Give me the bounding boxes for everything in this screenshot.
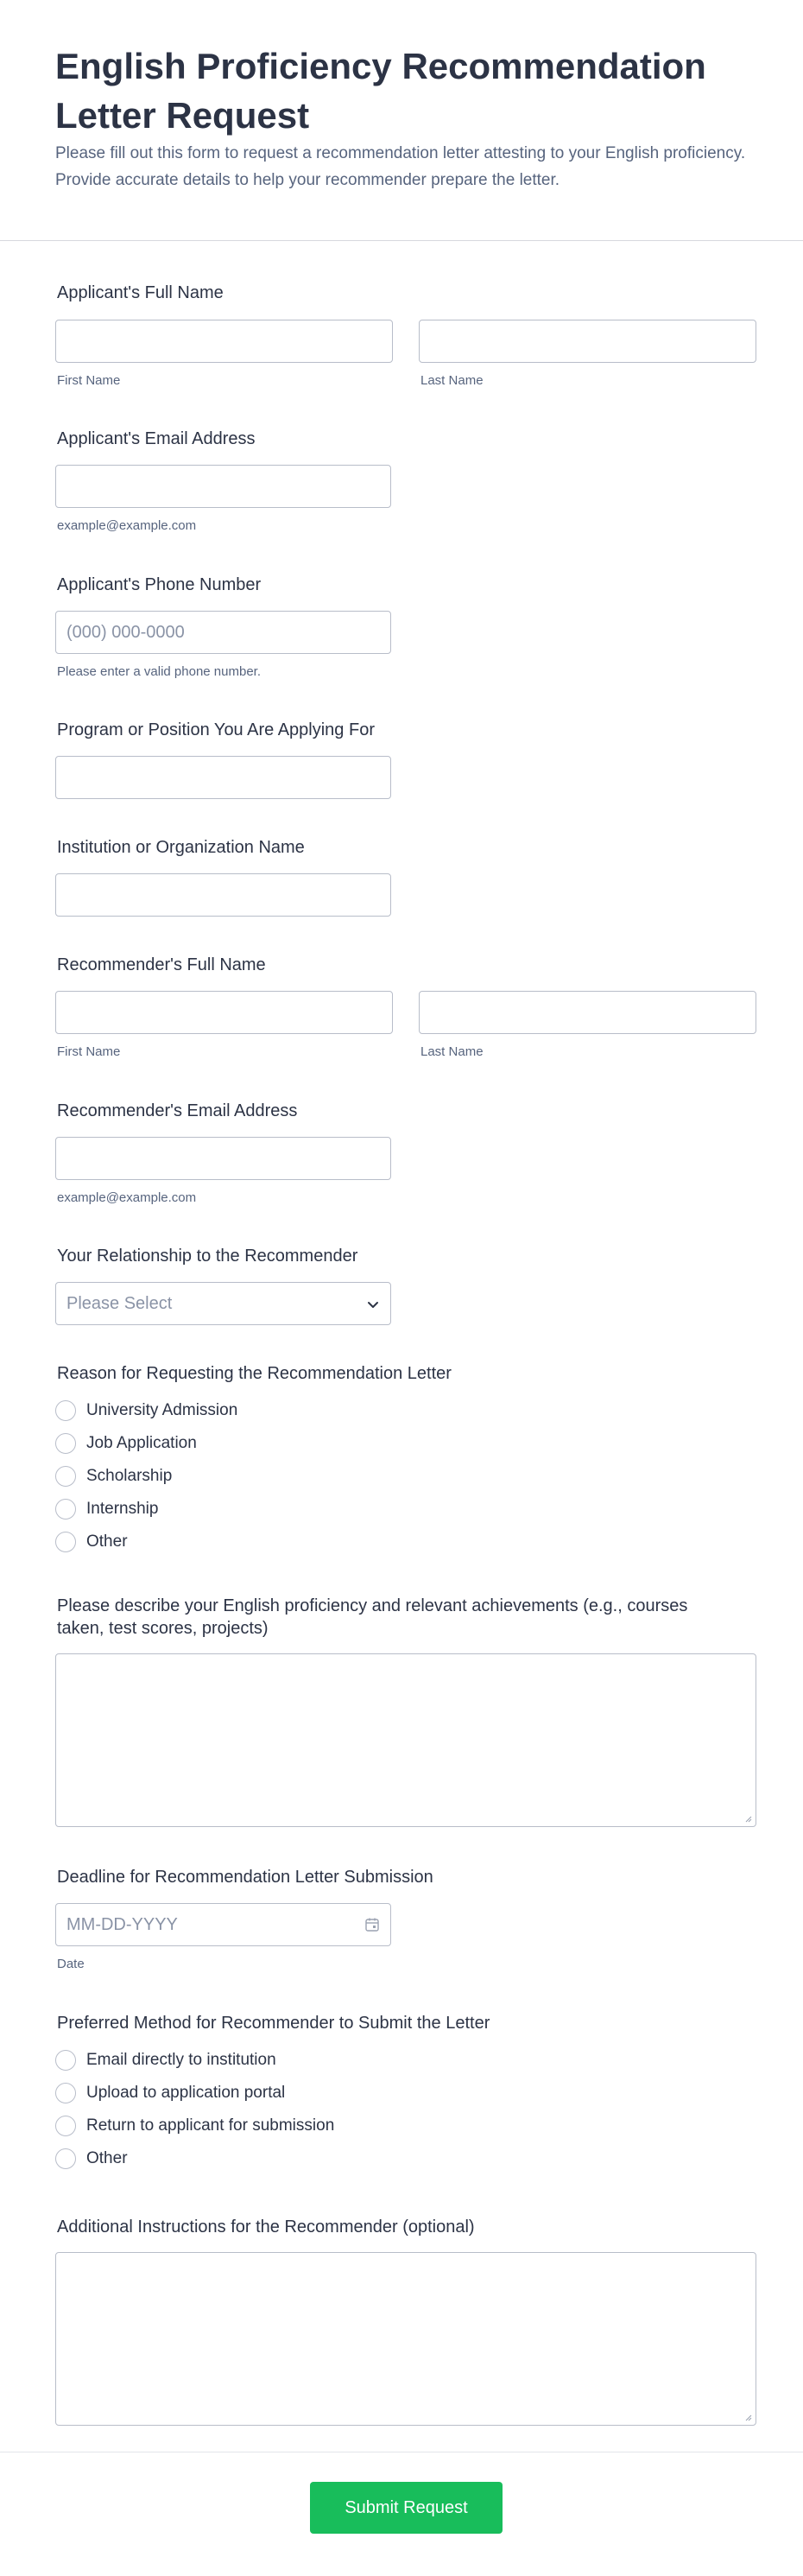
radio-option-upload-portal[interactable] — [55, 2081, 285, 2105]
radio-label: Job Application — [86, 1434, 197, 1452]
relationship-select[interactable] — [55, 1282, 391, 1325]
recommender-email-input[interactable] — [55, 1137, 391, 1180]
radio-option-scholarship[interactable] — [55, 1464, 172, 1488]
radio-label: Upload to application portal — [86, 2084, 286, 2102]
field-label: Applicant's Phone Number — [57, 575, 262, 594]
radio-button[interactable] — [55, 2116, 76, 2136]
date-sublabel: Date — [57, 1957, 85, 1971]
phone-sublabel: Please enter a valid phone number. — [57, 664, 261, 679]
recommender-email-field — [55, 1100, 756, 1208]
field-label: Applicant's Email Address — [57, 429, 256, 448]
radio-label: Internship — [86, 1500, 159, 1518]
email-sublabel: example@example.com — [57, 1190, 197, 1205]
program-field — [55, 719, 756, 805]
radio-option-university-admission[interactable] — [55, 1399, 237, 1423]
radio-button[interactable] — [55, 1466, 76, 1487]
header-divider — [0, 240, 803, 241]
radio-label: Return to applicant for submission — [86, 2116, 335, 2135]
chevron-down-icon — [366, 1298, 380, 1311]
radio-button[interactable] — [55, 1532, 76, 1552]
recommender-last-name-input[interactable] — [419, 991, 756, 1034]
radio-button[interactable] — [55, 1433, 76, 1454]
field-label: Additional Instructions for the Recommender (optional) — [57, 2218, 475, 2237]
field-label: Recommender's Email Address — [57, 1101, 298, 1120]
field-label: Applicant's Full Name — [57, 283, 224, 302]
radio-option-email-institution[interactable] — [55, 2048, 276, 2072]
proficiency-textarea[interactable] — [55, 1653, 756, 1827]
email-sublabel: example@example.com — [57, 518, 197, 533]
field-label: Institution or Organization Name — [57, 838, 305, 857]
institution-input[interactable] — [55, 873, 391, 917]
recommender-name-field — [55, 954, 756, 1062]
select-value: Please Select — [66, 1293, 173, 1313]
radio-option-other[interactable] — [55, 1530, 128, 1554]
page-subtitle: Please fill out this form to request a recommendation letter attesting to your English proficiency. Provide accurate details to help your recommender prepare the letter. — [55, 144, 746, 189]
radio-label: Scholarship — [86, 1467, 173, 1485]
field-label: Program or Position You Are Applying For — [57, 720, 375, 739]
field-label: Preferred Method for Recommender to Submit the Letter — [57, 2014, 490, 2033]
relationship-field — [55, 1245, 756, 1331]
reason-field — [55, 1362, 756, 1561]
field-label: Please describe your English proficiency and relevant achievements (e.g., courses taken, test scores, projects) — [57, 1596, 688, 1638]
field-label: Recommender's Full Name — [57, 955, 266, 974]
radio-label: Other — [86, 1532, 128, 1551]
last-name-sublabel: Last Name — [420, 373, 484, 388]
radio-label: Other — [86, 2149, 128, 2167]
field-label: Your Relationship to the Recommender — [57, 1247, 358, 1266]
field-label: Reason for Requesting the Recommendation Letter — [57, 1364, 452, 1383]
institution-field — [55, 836, 756, 923]
applicant-email-input[interactable] — [55, 465, 391, 508]
radio-button[interactable] — [55, 2083, 76, 2103]
applicant-phone-input[interactable] — [55, 611, 391, 654]
radio-option-other[interactable] — [55, 2147, 128, 2171]
radio-button[interactable] — [55, 1499, 76, 1520]
applicant-first-name-input[interactable] — [55, 320, 393, 363]
first-name-sublabel: First Name — [57, 1044, 121, 1059]
radio-label: Email directly to institution — [86, 2051, 276, 2069]
instructions-field — [55, 2216, 756, 2427]
radio-button[interactable] — [55, 1400, 76, 1421]
first-name-sublabel: First Name — [57, 373, 121, 388]
applicant-email-field — [55, 428, 756, 536]
field-label: Deadline for Recommendation Letter Submission — [57, 1868, 433, 1887]
radio-button[interactable] — [55, 2148, 76, 2169]
resize-grip-icon[interactable] — [743, 2413, 752, 2421]
radio-option-internship[interactable] — [55, 1497, 158, 1521]
applicant-phone-field — [55, 574, 756, 682]
last-name-sublabel: Last Name — [420, 1044, 484, 1059]
radio-option-job-application[interactable] — [55, 1431, 197, 1456]
recommender-first-name-input[interactable] — [55, 991, 393, 1034]
instructions-textarea[interactable] — [55, 2252, 756, 2426]
proficiency-field — [55, 1595, 756, 1828]
deadline-field — [55, 1866, 756, 1974]
applicant-last-name-input[interactable] — [419, 320, 756, 363]
calendar-icon[interactable] — [364, 1917, 380, 1932]
radio-button[interactable] — [55, 2050, 76, 2071]
page-title: English Proficiency Recommendation Letter Request — [55, 46, 706, 136]
applicant-name-field — [55, 282, 756, 390]
radio-label: University Admission — [86, 1401, 238, 1419]
program-input[interactable] — [55, 756, 391, 799]
resize-grip-icon[interactable] — [743, 1814, 752, 1823]
deadline-date-input[interactable] — [55, 1903, 391, 1946]
radio-option-return-applicant[interactable] — [55, 2114, 334, 2138]
form-header — [0, 0, 803, 199]
submit-button[interactable]: Submit Request — [310, 2482, 503, 2534]
date-placeholder: MM-DD-YYYY — [66, 1914, 178, 1934]
method-field — [55, 2012, 756, 2180]
